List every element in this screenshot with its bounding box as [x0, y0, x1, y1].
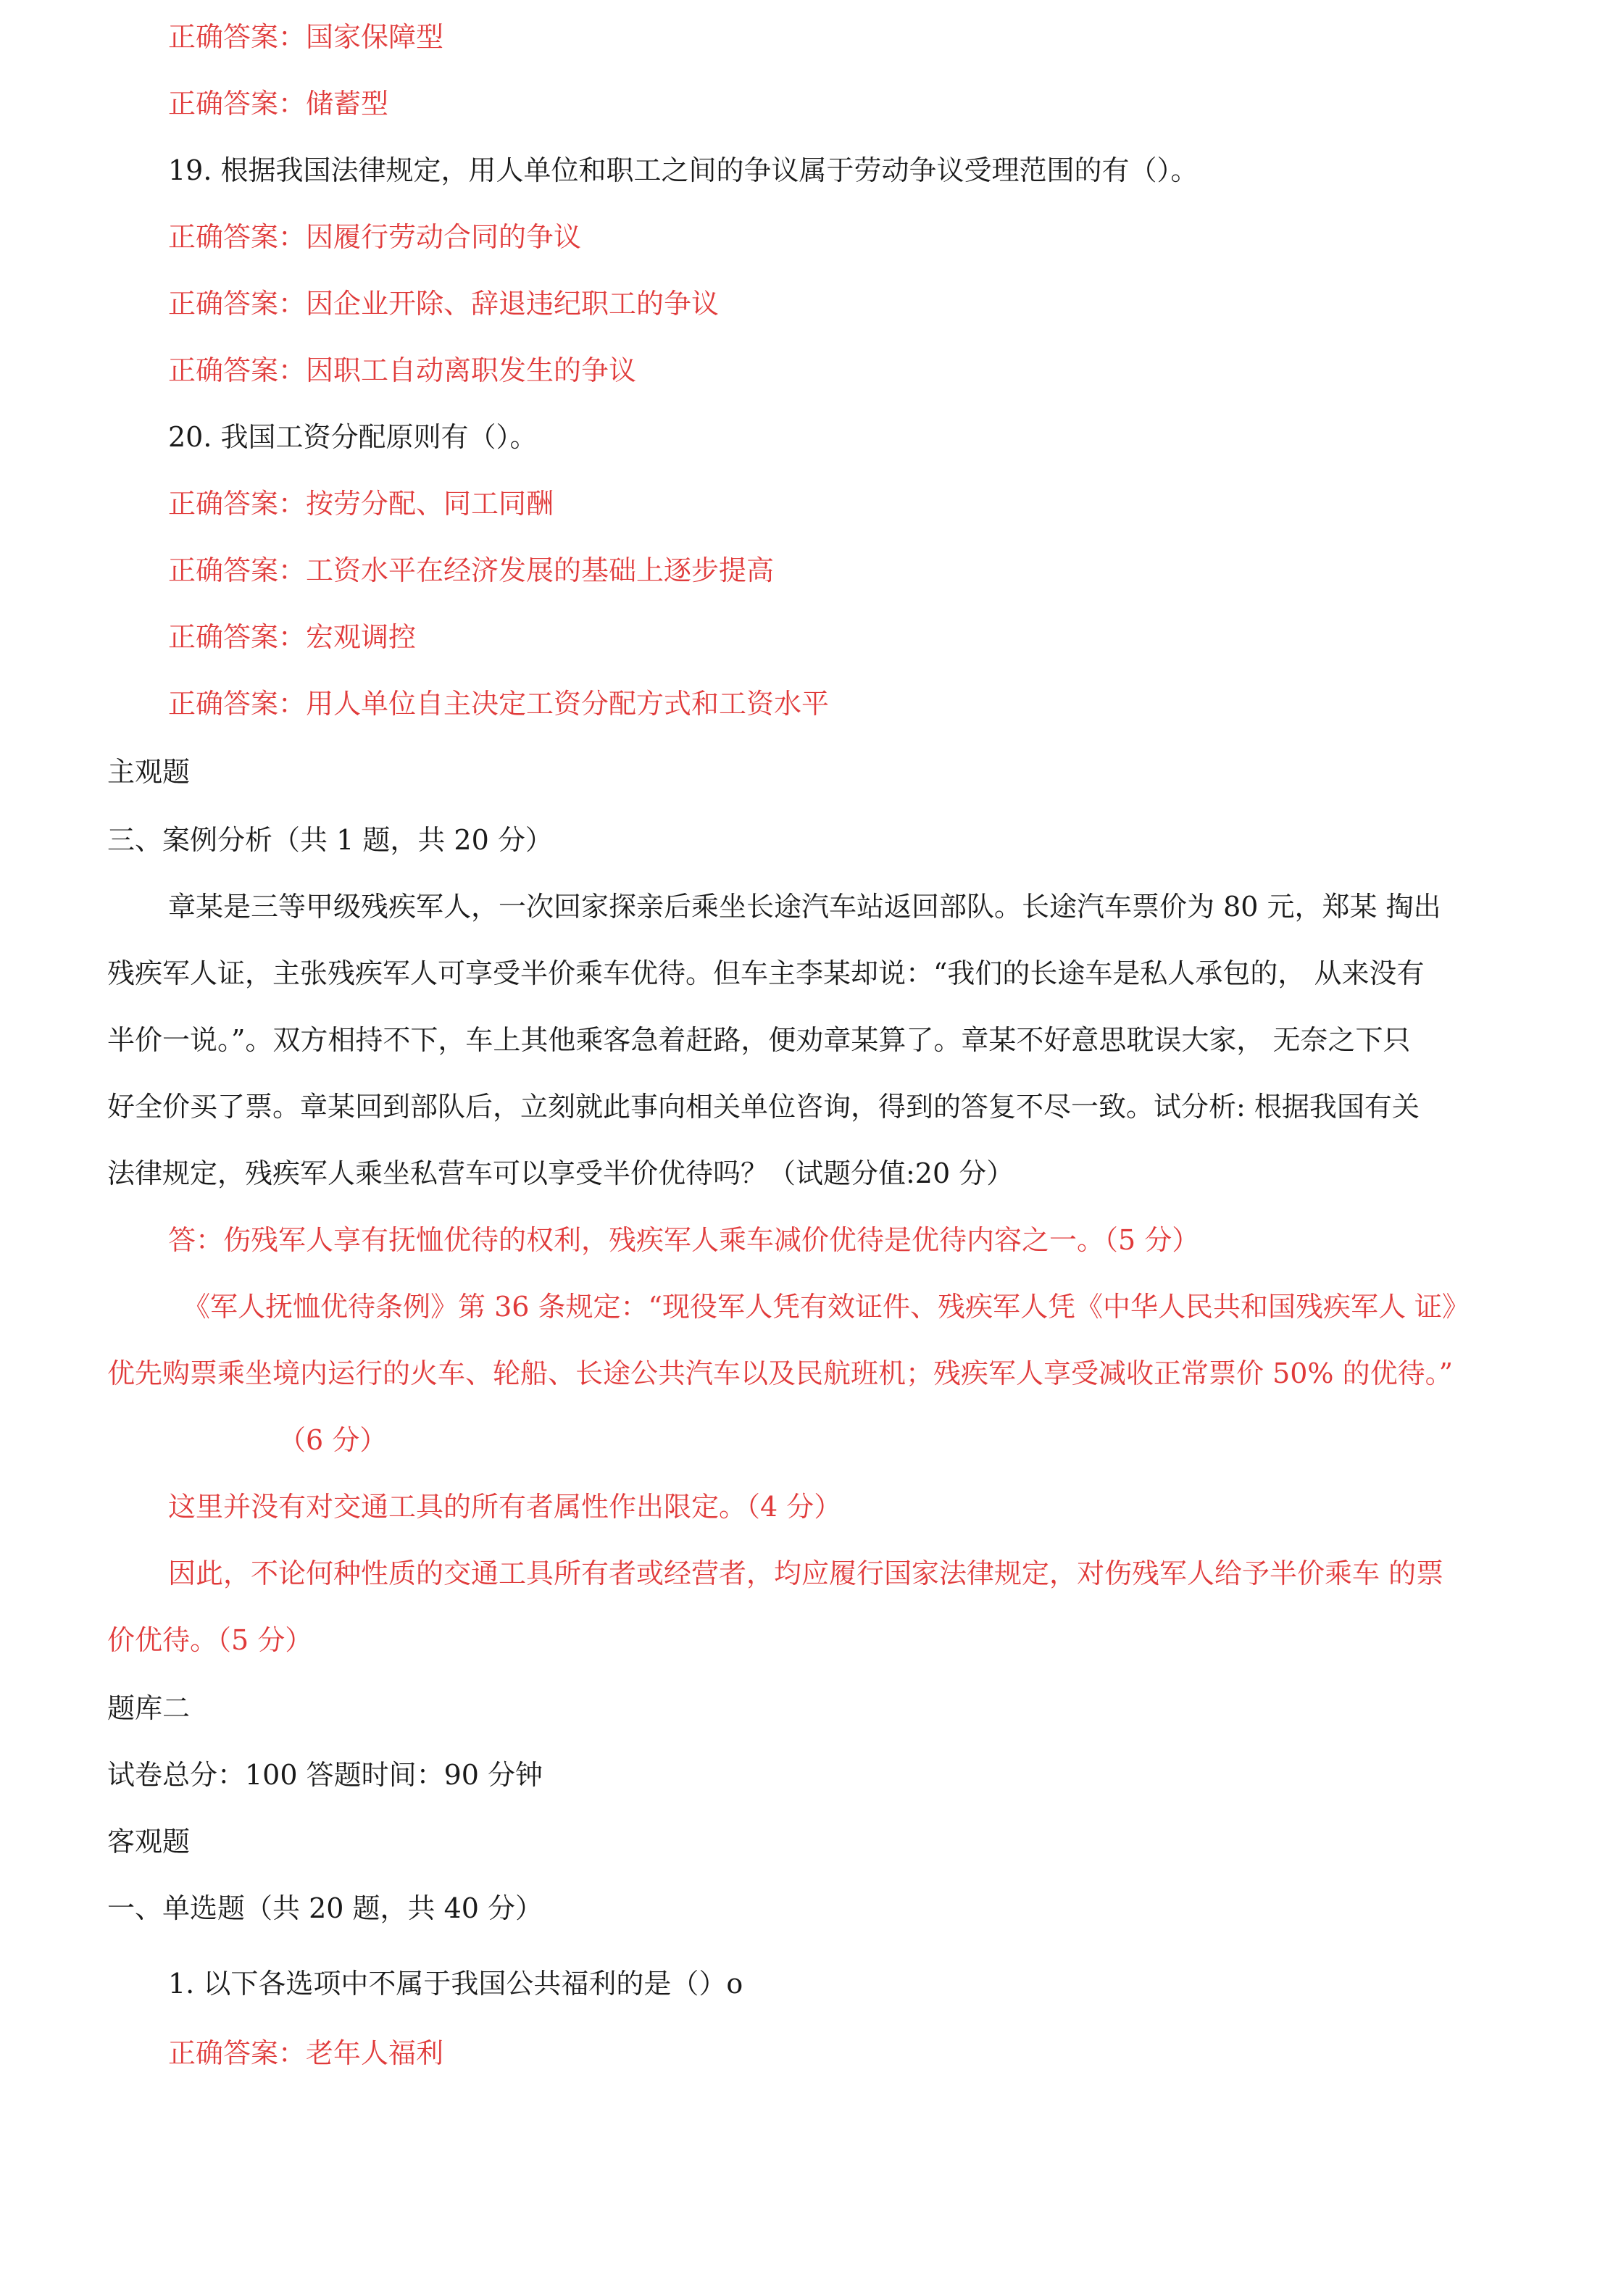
question-line: 19. 根据我国法律规定，用人单位和职工之间的争议属于劳动争议受理范围的有（）。 [168, 154, 1199, 186]
question-line: 1. 以下各选项中不属于我国公共福利的是（）o [168, 1968, 743, 2000]
question-line: 20. 我国工资分配原则有（）。 [168, 421, 538, 453]
section-heading: 主观题 [107, 756, 191, 788]
answer-line: 正确答案：用人单位自主决定工资分配方式和工资水平 [168, 688, 830, 720]
answer-paragraph-line: 优先购票乘坐境内运行的火车、轮船、长途公共汽车以及民航班机；残疾军人享受减收正常票价 50% 的优待。” [107, 1357, 1454, 1389]
section-heading: 题库二 [107, 1692, 191, 1724]
answer-paragraph-line: 这里并没有对交通工具的所有者属性作出限定。（4 分） [168, 1491, 842, 1523]
case-paragraph-line: 残疾军人证，主张残疾军人可享受半价乘车优待。但车主李某却说：“我们的长途车是私人承包的， 从来没有 [107, 957, 1425, 989]
answer-line: 正确答案：因履行劳动合同的争议 [168, 221, 582, 253]
answer-paragraph-line: 价优待。（5 分） [107, 1624, 313, 1656]
section-heading: 客观题 [107, 1826, 191, 1858]
section-heading: 三、案例分析（共 1 题，共 20 分） [107, 824, 553, 856]
answer-line: 正确答案：储蓄型 [168, 88, 389, 120]
answer-line: 正确答案：工资水平在经济发展的基础上逐步提高 [168, 554, 775, 586]
case-paragraph-line: 章某是三等甲级残疾军人，一次回家探亲后乘坐长途汽车站返回部队。长途汽车票价为 80 元，郑某 掏出 [168, 891, 1441, 923]
answer-line: 正确答案：因职工自动离职发生的争议 [168, 354, 637, 386]
answer-line: 正确答案：因企业开除、辞退违纪职工的争议 [168, 288, 720, 320]
answer-line: 正确答案：按劳分配、同工同酬 [168, 488, 554, 520]
answer-paragraph-line: （6 分） [278, 1424, 388, 1456]
case-paragraph-line: 半价一说。”。双方相持不下，车上其他乘客急着赶路，便劝章某算了。章某不好意思耽误大家， 无奈之下只 [107, 1024, 1411, 1056]
answer-paragraph-line: 答：伤残军人享有抚恤优待的权利，残疾军人乘车减价优待是优待内容之一。（5 分） [168, 1224, 1200, 1256]
answer-paragraph-line: 因此，不论何种性质的交通工具所有者或经营者，均应履行国家法律规定，对伤残军人给予半价乘车 的票 [168, 1557, 1444, 1589]
section-heading: 一、单选题（共 20 题，共 40 分） [107, 1892, 543, 1924]
answer-paragraph-line: 《军人抚恤优待条例》第 36 条规定：“现役军人凭有效证件、残疾军人凭《中华人民共和国残疾军人 证》 [183, 1291, 1470, 1323]
case-paragraph-line: 法律规定，残疾军人乘坐私营车可以享受半价优待吗？（试题分值:20 分） [107, 1157, 1014, 1189]
case-paragraph-line: 好全价买了票。章某回到部队后，立刻就此事向相关单位咨询，得到的答复不尽一致。试分析: 根据我国有关 [107, 1091, 1420, 1123]
answer-line: 正确答案：宏观调控 [168, 621, 417, 653]
answer-line: 正确答案：老年人福利 [168, 2037, 444, 2069]
answer-line: 正确答案：国家保障型 [168, 21, 444, 53]
exam-info: 试卷总分：100 答题时间：90 分钟 [107, 1759, 543, 1791]
